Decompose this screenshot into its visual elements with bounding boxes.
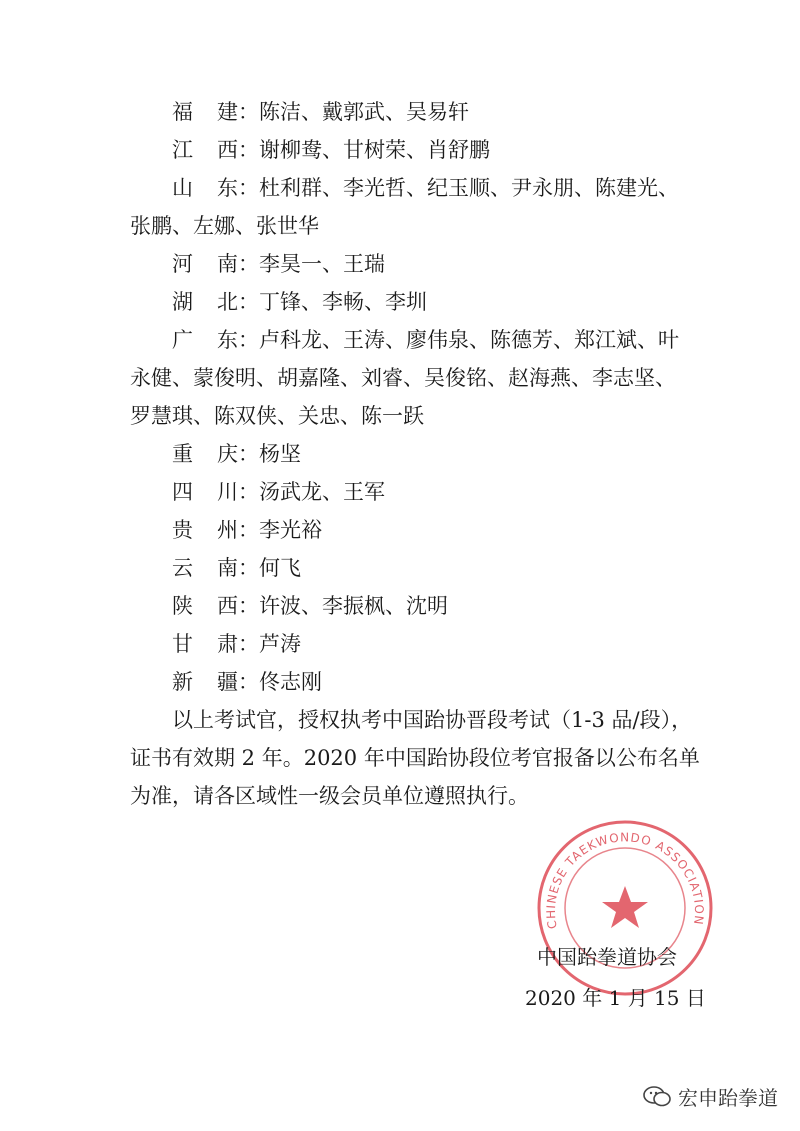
svg-text:CHINESE TAEKWONDO ASSOCIATION: CHINESE TAEKWONDO ASSOCIATION bbox=[543, 830, 707, 931]
province-label: 河 南 bbox=[172, 252, 238, 276]
province-label: 新 疆 bbox=[172, 670, 238, 694]
closing-paragraph-line: 为准，请各区域性一级会员单位遵照执行。 bbox=[130, 784, 529, 808]
province-label: 福 建 bbox=[172, 100, 238, 124]
examiner-names: 佟志刚 bbox=[259, 670, 322, 694]
examiner-entry: 甘 肃：芦涛 bbox=[172, 632, 301, 656]
province-label: 贵 州 bbox=[172, 518, 238, 542]
province-label: 甘 肃 bbox=[172, 632, 238, 656]
examiner-names-continued: 张鹏、左娜、张世华 bbox=[130, 214, 319, 238]
examiner-names: 杨坚 bbox=[259, 442, 301, 466]
examiner-names: 芦涛 bbox=[259, 632, 301, 656]
official-seal bbox=[535, 818, 715, 998]
examiner-entry: 山 东：杜利群、李光哲、纪玉顺、尹永朋、陈建光、 bbox=[172, 176, 679, 200]
closing-paragraph-line: 证书有效期 2 年。2020 年中国跆协段位考官报备以公布名单 bbox=[130, 746, 700, 770]
examiner-entry: 新 疆：佟志刚 bbox=[172, 670, 322, 694]
examiner-names-continued: 罗慧琪、陈双侠、关忠、陈一跃 bbox=[130, 404, 424, 428]
examiner-entry: 河 南：李昊一、王瑞 bbox=[172, 252, 385, 276]
province-label: 陕 西 bbox=[172, 594, 238, 618]
examiner-entry: 四 川：汤武龙、王军 bbox=[172, 480, 385, 504]
signature-org: 中国跆拳道协会 bbox=[537, 945, 677, 969]
province-label: 湖 北 bbox=[172, 290, 238, 314]
examiner-names: 杜利群、李光哲、纪玉顺、尹永朋、陈建光、 bbox=[259, 176, 679, 200]
examiner-names: 许波、李振枫、沈明 bbox=[259, 594, 448, 618]
seal-star-icon bbox=[602, 886, 648, 928]
examiner-names-continued: 永健、蒙俊明、胡嘉隆、刘睿、吴俊铭、赵海燕、李志坚、 bbox=[130, 366, 676, 390]
closing-paragraph-line: 以上考试官，授权执考中国跆协晋段考试（1-3 品/段）， bbox=[172, 708, 693, 732]
province-label: 江 西 bbox=[172, 138, 238, 162]
examiner-names: 李光裕 bbox=[259, 518, 322, 542]
examiner-entry: 福 建：陈洁、戴郭武、吴易轩 bbox=[172, 100, 469, 124]
watermark bbox=[642, 1082, 778, 1111]
examiner-entry: 陕 西：许波、李振枫、沈明 bbox=[172, 594, 448, 618]
province-label: 云 南 bbox=[172, 556, 238, 580]
province-label: 四 川 bbox=[172, 480, 238, 504]
province-label: 重 庆 bbox=[172, 442, 238, 466]
examiner-entry: 江 西：谢柳鸯、甘树荣、肖舒鹏 bbox=[172, 138, 490, 162]
wechat-icon bbox=[642, 1084, 672, 1110]
examiner-names: 丁锋、李畅、李圳 bbox=[259, 290, 427, 314]
examiner-entry: 湖 北：丁锋、李畅、李圳 bbox=[172, 290, 427, 314]
watermark-text: 宏申跆拳道 bbox=[678, 1086, 778, 1110]
examiner-entry: 贵 州：李光裕 bbox=[172, 518, 322, 542]
province-label: 山 东 bbox=[172, 176, 238, 200]
examiner-entry: 云 南：何飞 bbox=[172, 556, 301, 580]
examiner-entry: 重 庆：杨坚 bbox=[172, 442, 301, 466]
examiner-names: 汤武龙、王军 bbox=[259, 480, 385, 504]
examiner-names: 何飞 bbox=[259, 556, 301, 580]
signature-date: 2020 年 1 月 15 日 bbox=[525, 986, 706, 1010]
province-label: 广 东 bbox=[172, 328, 238, 352]
examiner-names: 李昊一、王瑞 bbox=[259, 252, 385, 276]
examiner-names: 卢科龙、王涛、廖伟泉、陈德芳、郑江斌、叶 bbox=[259, 328, 679, 352]
examiner-names: 陈洁、戴郭武、吴易轩 bbox=[259, 100, 469, 124]
examiner-entry: 广 东：卢科龙、王涛、廖伟泉、陈德芳、郑江斌、叶 bbox=[172, 328, 679, 352]
examiner-names: 谢柳鸯、甘树荣、肖舒鹏 bbox=[259, 138, 490, 162]
